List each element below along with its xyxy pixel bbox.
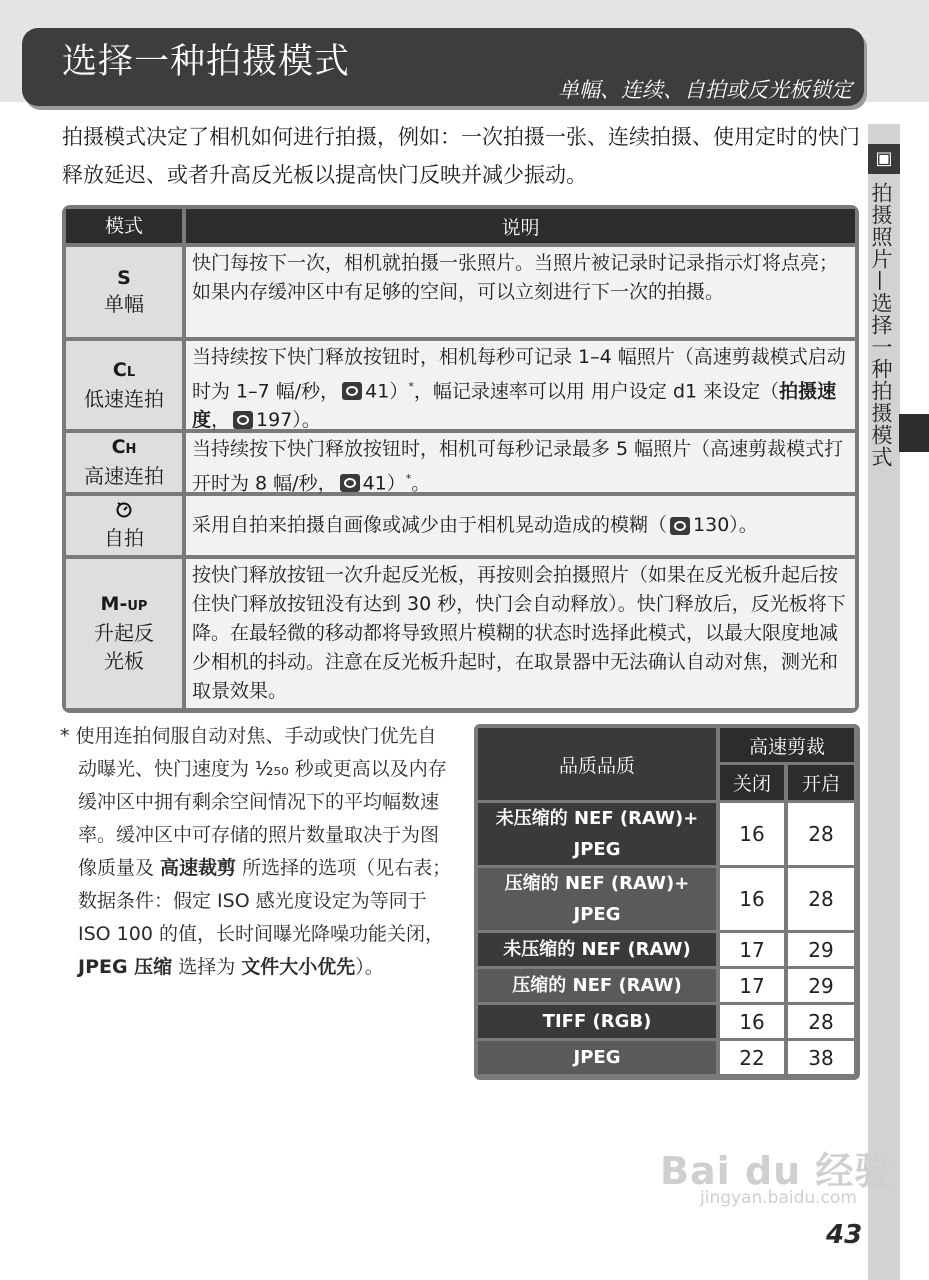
camera-menu-icon: ▣ <box>868 144 900 174</box>
header-crop: 高速剪裁 <box>720 728 854 762</box>
mode-table <box>62 205 859 713</box>
row-label: 未压缩的 NEF (RAW) <box>478 933 716 966</box>
mode-desc: 按快门释放按钮一次升起反光板，再按则会拍摄照片（如果在反光板升起后按住快门释放按钮没有达到 30 秒，快门会自动释放）。快门释放后，反光板将下降。在最轻微的移动都将导致照片模糊的状态时选择此模式，以最大限度地减少相机的抖动。注意在反光板升起时，在取景器中无法确认自动对焦，测光和取景效果。 <box>186 559 855 708</box>
mode-symbol-main: C <box>112 358 127 381</box>
mode-desc <box>186 341 855 432</box>
side-tab-marker <box>899 414 929 452</box>
value-on: 28 <box>788 868 854 930</box>
desc-ref: 41） <box>365 380 409 403</box>
desc-part: ，幅记录速率可以用 用户设定 d1 来设定（ <box>413 380 780 403</box>
mode-desc <box>186 496 855 555</box>
desc-ref: 130）。 <box>693 514 758 536</box>
value-off: 22 <box>720 1041 784 1074</box>
burst-capacity-table <box>474 724 860 1080</box>
desc-ref: 197）。 <box>256 409 321 432</box>
footnote-bold: 高速裁剪 <box>160 857 237 879</box>
page-number: 43 <box>826 1220 863 1250</box>
header-off: 关闭 <box>720 765 784 800</box>
mode-cell <box>66 433 182 492</box>
desc-ref: 41） <box>362 472 406 495</box>
mode-cell <box>66 247 182 337</box>
mode-symbol-main: C <box>111 436 126 458</box>
mode-symbol-sub: UP <box>127 599 148 614</box>
footnote-part: 所选择的选项（见右表；数据条件：假定 ISO 感光度设定为等同于 ISO 100 的值，长时间曝光降噪功能关闭， <box>78 857 452 945</box>
footnote-part: 选择为 <box>172 956 242 978</box>
mode-desc <box>186 433 855 495</box>
table-row <box>66 247 855 337</box>
header-desc: 说明 <box>186 209 855 243</box>
table-row <box>66 433 855 495</box>
value-off: 16 <box>720 1005 784 1038</box>
mode-name: 高速连拍 <box>84 464 164 488</box>
mode-symbol-sub: L <box>126 364 136 380</box>
intro-paragraph: 拍摄模式决定了相机如何进行拍摄，例如：一次拍摄一张、连续拍摄、使用定时的快门释放延迟、或者升高反光板以提高快门反映并减少振动。 <box>62 125 860 187</box>
value-on: 38 <box>788 1041 854 1074</box>
footnote-part: ）。 <box>355 956 384 978</box>
mode-symbol: S <box>117 267 131 289</box>
footnote <box>60 720 452 984</box>
table-row <box>66 496 855 555</box>
mode-cell <box>66 496 182 555</box>
page-reference-icon <box>670 517 690 535</box>
value-on: 28 <box>788 803 854 865</box>
baidu-watermark-url: jingyan.baidu.com <box>700 1188 857 1208</box>
page-title: 选择一种拍摄模式 <box>62 42 351 82</box>
table-row <box>66 341 855 432</box>
row-label: 压缩的 NEF (RAW) <box>478 969 716 1002</box>
self-timer-icon <box>115 500 133 524</box>
mode-desc: 快门每按下一次，相机就拍摄一张照片。当照片被记录时记录指示灯将点亮；如果内存缓冲区中有足够的空间，可以立刻进行下一次的拍摄。 <box>186 247 855 337</box>
value-off: 16 <box>720 803 784 865</box>
value-on: 29 <box>788 933 854 966</box>
header-mode: 模式 <box>66 209 182 243</box>
mode-symbol <box>112 435 137 462</box>
footnote-part: * 使用连拍伺服自动对焦、手动或快门优先自动曝光、快门速度为 ¹⁄₂₅₀ 秒或更高以及内存缓冲区中拥有剩余空间情况下的平均幅数速率。缓冲区中可存储的照片数量取决于为图像质量及 <box>60 725 447 879</box>
header-quality: 品质品质 <box>478 728 716 800</box>
title-bar <box>22 28 864 106</box>
footnote-bold: 文件大小优先 <box>241 956 356 978</box>
desc-part: ， <box>211 409 231 432</box>
baidu-watermark-logo: Bai du 经验 <box>660 1149 894 1193</box>
mode-name: 单幅 <box>104 292 144 316</box>
mode-symbol <box>101 592 148 619</box>
desc-part: 采用自拍来拍摄自画像或减少由于相机晃动造成的模糊（ <box>192 514 668 536</box>
value-off: 16 <box>720 868 784 930</box>
mode-cell <box>66 341 182 429</box>
page-reference-icon <box>233 411 253 429</box>
page-reference-icon <box>340 474 360 492</box>
side-section-title: 拍摄照片—选择一种拍摄模式 <box>869 182 893 468</box>
value-on: 28 <box>788 1005 854 1038</box>
header-on: 开启 <box>788 765 854 800</box>
burst-grid <box>478 728 856 1074</box>
mode-cell <box>66 559 182 708</box>
row-label: 未压缩的 NEF (RAW)+ JPEG <box>478 803 716 865</box>
table-row <box>66 559 855 708</box>
mode-table-header <box>66 209 855 243</box>
desc-part: 。 <box>411 472 431 495</box>
mode-name: 自拍 <box>104 525 144 550</box>
desc-bold: 拍摄速度 <box>192 380 837 432</box>
footnote-mark: * <box>405 472 412 485</box>
mode-symbol-main: M- <box>100 593 128 615</box>
mode-symbol <box>113 358 135 385</box>
mode-name: 低速连拍 <box>84 386 164 411</box>
row-label: TIFF (RGB) <box>478 1005 716 1038</box>
row-label: JPEG <box>478 1041 716 1074</box>
footnote-bold: JPEG 压缩 <box>78 956 173 978</box>
mode-symbol-sub: H <box>125 442 137 457</box>
footnote-mark: * <box>408 380 414 393</box>
row-label: 压缩的 NEF (RAW)+ JPEG <box>478 868 716 930</box>
self-timer-icon-svg <box>115 500 133 518</box>
value-off: 17 <box>720 969 784 1002</box>
page-reference-icon <box>342 382 362 400</box>
mode-name: 升起反光板 <box>94 621 154 673</box>
desc-part: 当持续按下快门释放按钮时，相机每秒可记录 1–4 幅照片（高速剪裁模式启动时为 1–7 幅/秒， <box>192 346 846 403</box>
value-on: 29 <box>788 969 854 1002</box>
page-subtitle: 单幅、连续、自拍或反光板锁定 <box>558 78 852 102</box>
value-off: 17 <box>720 933 784 966</box>
desc-part: 当持续按下快门释放按钮时，相机可每秒记录最多 5 幅照片（高速剪裁模式打开时为 8 幅/秒， <box>192 438 844 495</box>
